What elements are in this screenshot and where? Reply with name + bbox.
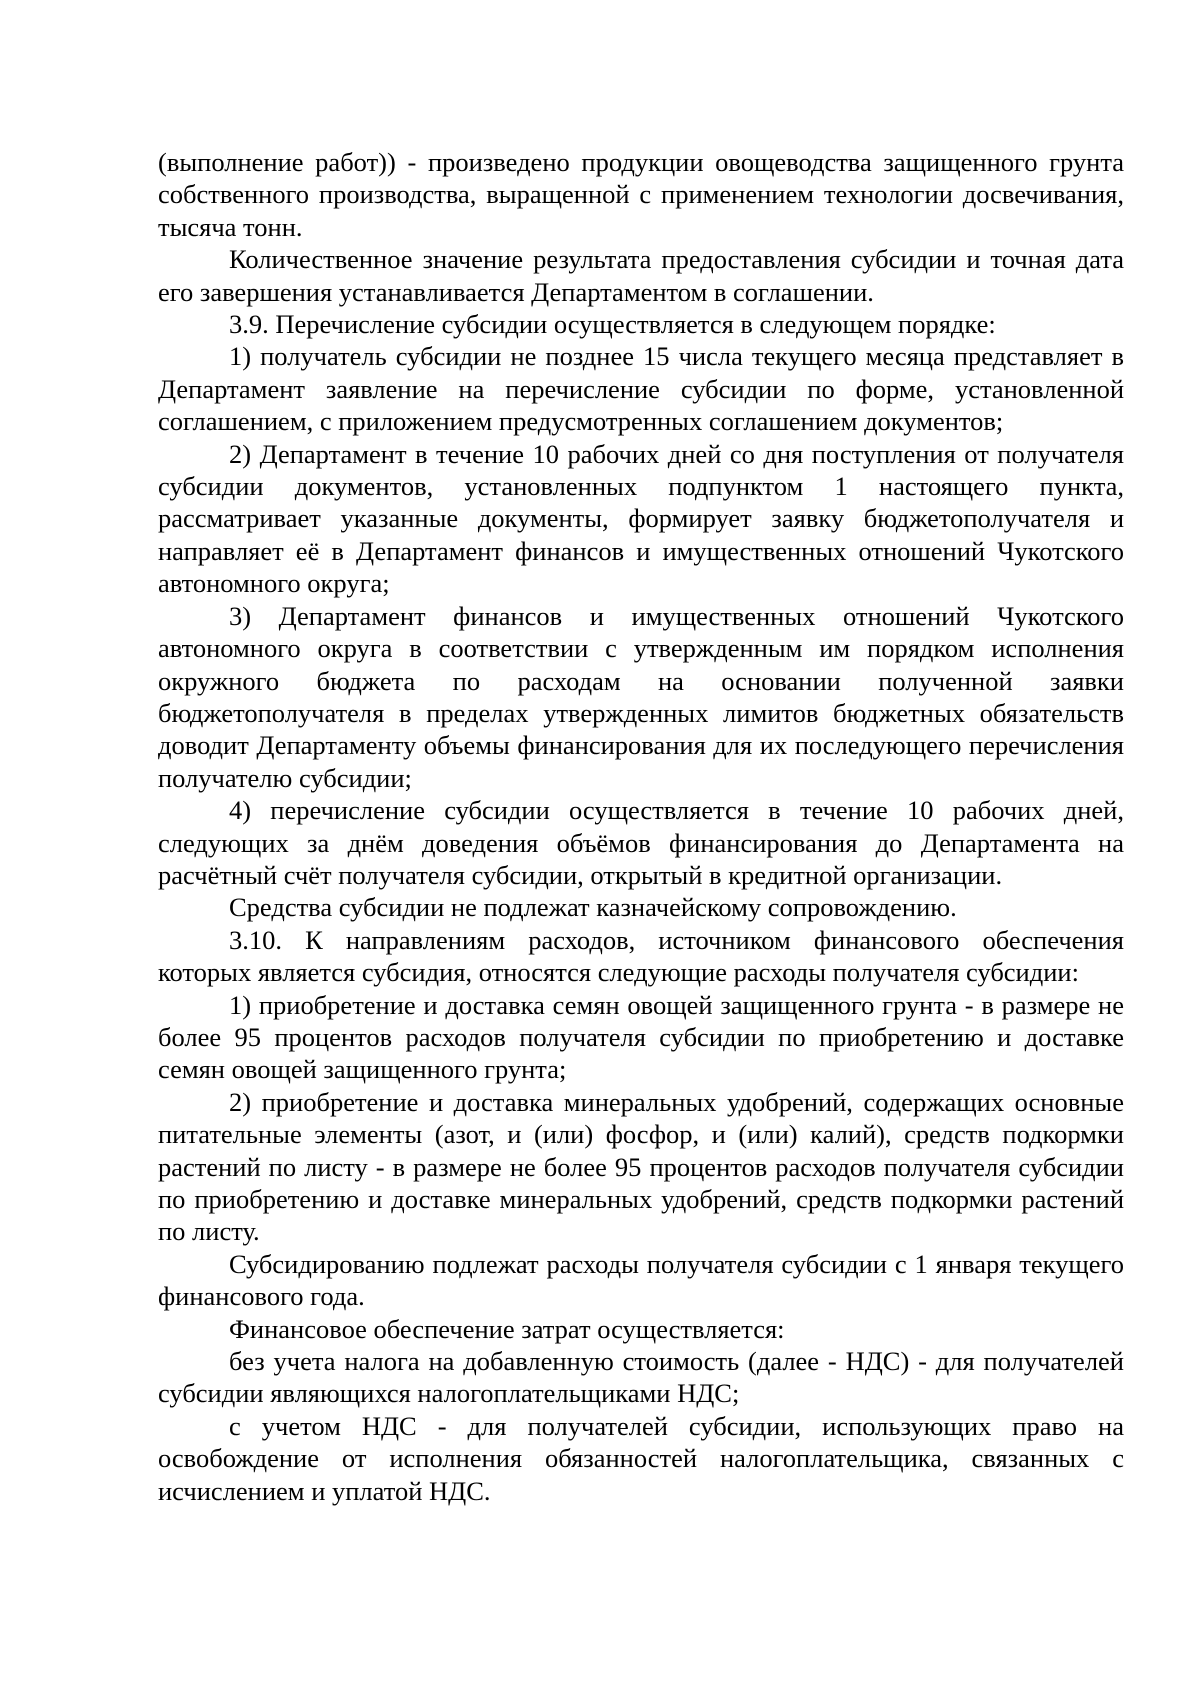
document-page bbox=[158, 146, 1124, 1507]
paragraph-9: 3.10. К направлениям расходов, источником финансового обеспечения которых является субсидия, относятся следующие расходы получателя субсидии: bbox=[158, 924, 1124, 988]
paragraph-10: 1) приобретение и доставка семян овощей защищенного грунта - в размере не более 95 процентов расходов получателя субсидии по приобретению и доставке семян овощей защищенного грунта; bbox=[158, 989, 1124, 1085]
paragraph-8: Средства субсидии не подлежат казначейскому сопровождению. bbox=[229, 892, 957, 923]
paragraph-2: Количественное значение результата предоставления субсидии и точная дата его завершения устанавливается Департаментом в соглашении. bbox=[158, 244, 1124, 307]
paragraph-12: Субсидированию подлежат расходы получателя субсидии с 1 января текущего финансового года. bbox=[158, 1248, 1124, 1312]
paragraph-7: 4) перечисление субсидии осуществляется в течение 10 рабочих дней, следующих за днём доведения объёмов финансирования до Департамента на расчётный счёт получателя субсидии, открытый в кредитной организации. bbox=[158, 795, 1124, 890]
paragraph-6: 3) Департамент финансов и имущественных отношений Чукотского автономного округа в соответствии с утвержденным им порядком исполнения окружного бюджета по расходам на основании полученной заявки бюджетополучателя в пределах утвержденных лимитов бюджетных обязательств доводит Департаменту объемы финансирования для их последующего перечисления получателю субсидии; bbox=[158, 600, 1124, 793]
paragraph-15: с учетом НДС - для получателей субсидии, использующих право на освобождение от исполнения обязанностей налогоплательщика, связанных с исчислением и уплатой НДС. bbox=[158, 1410, 1124, 1506]
paragraph-1: (выполнение работ)) - произведено продукции овощеводства защищенного грунта собственного производства, выращенной с применением технологии досвечивания, тысяча тонн. bbox=[158, 147, 1124, 242]
paragraph-3: 3.9. Перечисление субсидии осуществляется в следующем порядке: bbox=[229, 309, 996, 340]
paragraph-4: 1) получатель субсидии не позднее 15 числа текущего месяца представляет в Департамент заявление на перечисление субсидии по форме, установленной соглашением, с приложением предусмотренных соглашением документов; bbox=[158, 341, 1124, 437]
paragraph-13: Финансовое обеспечение затрат осуществляется: bbox=[229, 1313, 785, 1344]
paragraph-11: 2) приобретение и доставка минеральных удобрений, содержащих основные питательные элементы (азот, и (или) фосфор, и (или) калий), средств подкормки растений по листу - в размере не более 95 процентов расходов получателя субсидии по приобретению и доставке минеральных удобрений, средств подкормки растений по листу. bbox=[158, 1086, 1124, 1247]
paragraph-14: без учета налога на добавленную стоимость (далее - НДС) - для получателей субсидии являющихся налогоплательщиками НДС; bbox=[158, 1346, 1124, 1409]
paragraph-5: 2) Департамент в течение 10 рабочих дней со дня поступления от получателя субсидии документов, установленных подпунктом 1 настоящего пункта, рассматривает указанные документы, формирует заявку бюджетополучателя и направляет её в Департамент финансов и имущественных отношений Чукотского автономного округа; bbox=[158, 438, 1124, 599]
